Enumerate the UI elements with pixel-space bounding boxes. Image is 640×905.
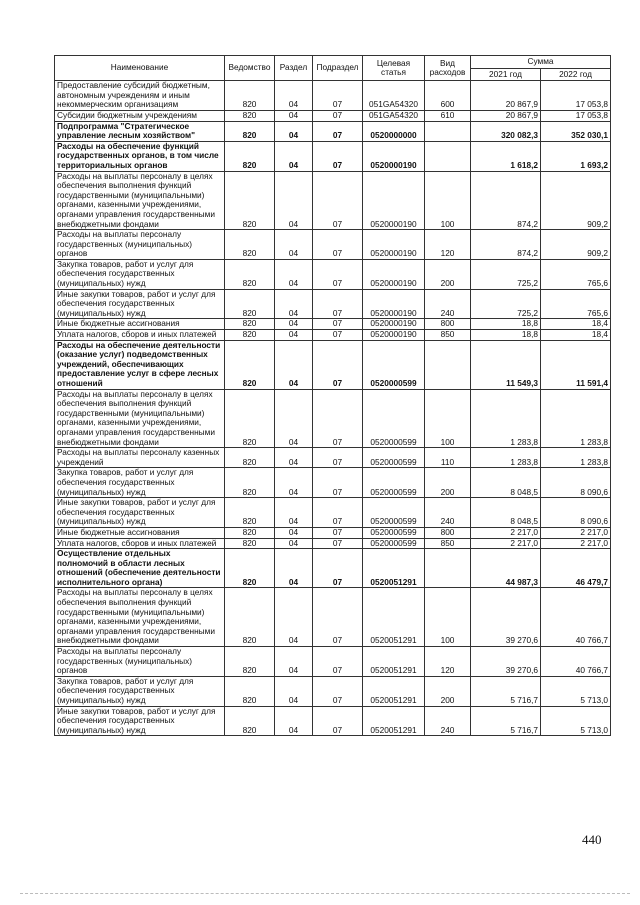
cell-target: 0520000599: [363, 538, 425, 549]
cell-dept: 820: [225, 647, 275, 677]
cell-section: 04: [275, 527, 313, 538]
cell-name: Осуществление отдельных полномочий в области лесных отношений (обеспечение деятельности исполнительного органа): [55, 549, 225, 588]
cell-subsection: 07: [313, 468, 363, 498]
cell-2022: 765,6: [541, 289, 611, 319]
header-row: [55, 56, 611, 69]
cell-2021: 1 618,2: [471, 141, 541, 171]
table-row: [55, 647, 611, 677]
cell-section: 04: [275, 319, 313, 330]
cell-subsection: 07: [313, 171, 363, 230]
cell-target: 0520051291: [363, 549, 425, 588]
cell-name: Расходы на обеспечение деятельности (оказание услуг) подведомственных учреждений, обеспечивающих предоставление услуг в сфере лесных отношений: [55, 340, 225, 389]
cell-name: Закупка товаров, работ и услуг для обеспечения государственных (муниципальных) нужд: [55, 676, 225, 706]
cell-2022: 46 479,7: [541, 549, 611, 588]
cell-target: 0520000190: [363, 259, 425, 289]
table-row: [55, 141, 611, 171]
cell-2022: 1 693,2: [541, 141, 611, 171]
cell-exptype: 100: [425, 588, 471, 647]
cell-subsection: 07: [313, 498, 363, 528]
cell-2022: 8 090,6: [541, 468, 611, 498]
cell-exptype: 800: [425, 319, 471, 330]
cell-dept: 820: [225, 141, 275, 171]
cell-name: Расходы на выплаты персоналу в целях обеспечения выполнения функций государственными (муниципальными) органами, казенными учреждениями, органами управления государственными внебюджетными фондами: [55, 171, 225, 230]
header-sum: Сумма: [471, 56, 611, 69]
cell-section: 04: [275, 121, 313, 141]
page-number: 440: [582, 832, 602, 847]
cell-subsection: 07: [313, 538, 363, 549]
cell-2022: 40 766,7: [541, 647, 611, 677]
cell-name: Иные закупки товаров, работ и услуг для обеспечения государственных (муниципальных) нужд: [55, 498, 225, 528]
cell-exptype: 200: [425, 676, 471, 706]
cell-subsection: 07: [313, 647, 363, 677]
cell-section: 04: [275, 468, 313, 498]
cell-name: Расходы на обеспечение функций государственных органов, в том числе территориальных органов: [55, 141, 225, 171]
cell-dept: 820: [225, 340, 275, 389]
cell-2022: 2 217,0: [541, 538, 611, 549]
cell-2021: 18,8: [471, 319, 541, 330]
cell-dept: 820: [225, 389, 275, 448]
table-row: [55, 171, 611, 230]
table-row: [55, 81, 611, 111]
cell-exptype: 120: [425, 230, 471, 260]
cell-target: 0520051291: [363, 676, 425, 706]
cell-dept: 820: [225, 588, 275, 647]
cell-subsection: 07: [313, 110, 363, 121]
cell-section: 04: [275, 676, 313, 706]
cell-exptype: 610: [425, 110, 471, 121]
cell-name: Уплата налогов, сборов и иных платежей: [55, 330, 225, 341]
cell-target: 0520051291: [363, 588, 425, 647]
cell-dept: 820: [225, 289, 275, 319]
cell-name: Расходы на выплаты персоналу государственных (муниципальных) органов: [55, 647, 225, 677]
cell-section: 04: [275, 448, 313, 468]
cell-exptype: 200: [425, 468, 471, 498]
cell-2022: 2 217,0: [541, 527, 611, 538]
cell-2022: 352 030,1: [541, 121, 611, 141]
cell-exptype: 110: [425, 448, 471, 468]
cell-section: 04: [275, 498, 313, 528]
cell-target: 0520000190: [363, 230, 425, 260]
cell-2022: 5 713,0: [541, 676, 611, 706]
cell-2021: 20 867,9: [471, 110, 541, 121]
cell-dept: 820: [225, 121, 275, 141]
cell-target: 0520000190: [363, 289, 425, 319]
cell-exptype: [425, 121, 471, 141]
header-section: Раздел: [275, 56, 313, 81]
cell-exptype: [425, 141, 471, 171]
cell-name: Закупка товаров, работ и услуг для обеспечения государственных (муниципальных) нужд: [55, 468, 225, 498]
cell-2022: 765,6: [541, 259, 611, 289]
cell-dept: 820: [225, 538, 275, 549]
cell-exptype: [425, 340, 471, 389]
cell-name: Иные закупки товаров, работ и услуг для обеспечения государственных (муниципальных) нужд: [55, 289, 225, 319]
cell-subsection: 07: [313, 259, 363, 289]
cell-subsection: 07: [313, 289, 363, 319]
cell-exptype: 120: [425, 647, 471, 677]
cell-section: 04: [275, 81, 313, 111]
cell-2022: 909,2: [541, 230, 611, 260]
cell-subsection: 07: [313, 230, 363, 260]
cell-name: Расходы на выплаты персоналу казенных учреждений: [55, 448, 225, 468]
table-row: [55, 538, 611, 549]
table-row: [55, 319, 611, 330]
cell-name: Иные бюджетные ассигнования: [55, 527, 225, 538]
cell-2021: 2 217,0: [471, 527, 541, 538]
cell-subsection: 07: [313, 527, 363, 538]
table-row: [55, 468, 611, 498]
cell-subsection: 07: [313, 121, 363, 141]
cell-section: 04: [275, 340, 313, 389]
cell-subsection: 07: [313, 389, 363, 448]
cell-name: Предоставление субсидий бюджетным, автономным учреждениям и иным некоммерческим организациям: [55, 81, 225, 111]
table-row: [55, 121, 611, 141]
cell-2022: 11 591,4: [541, 340, 611, 389]
cell-subsection: 07: [313, 81, 363, 111]
cell-2021: 874,2: [471, 171, 541, 230]
cell-exptype: [425, 549, 471, 588]
cell-target: 0520000599: [363, 498, 425, 528]
cell-section: 04: [275, 141, 313, 171]
cell-section: 04: [275, 330, 313, 341]
cell-exptype: 100: [425, 389, 471, 448]
table-row: [55, 549, 611, 588]
cell-2021: 725,2: [471, 259, 541, 289]
cell-section: 04: [275, 171, 313, 230]
cell-name: Подпрограмма "Стратегическое управление лесным хозяйством": [55, 121, 225, 141]
cell-name: Иные бюджетные ассигнования: [55, 319, 225, 330]
cell-2022: 8 090,6: [541, 498, 611, 528]
cell-dept: 820: [225, 171, 275, 230]
cell-target: 0520000599: [363, 340, 425, 389]
cell-target: 0520000190: [363, 319, 425, 330]
cell-target: 051GA54320: [363, 110, 425, 121]
cell-2021: 1 283,8: [471, 389, 541, 448]
cell-name: Уплата налогов, сборов и иных платежей: [55, 538, 225, 549]
cell-2022: 40 766,7: [541, 588, 611, 647]
header-year-2021: 2021 год: [471, 68, 541, 81]
table-row: [55, 448, 611, 468]
cell-target: 0520051291: [363, 706, 425, 736]
cell-2021: 5 716,7: [471, 676, 541, 706]
table-body: [55, 81, 611, 736]
cell-subsection: 07: [313, 330, 363, 341]
table-row: [55, 259, 611, 289]
table-row: [55, 340, 611, 389]
footer-divider: [20, 893, 630, 894]
cell-section: 04: [275, 706, 313, 736]
cell-dept: 820: [225, 706, 275, 736]
cell-exptype: 800: [425, 527, 471, 538]
cell-2022: 18,4: [541, 319, 611, 330]
table-row: [55, 110, 611, 121]
cell-target: 0520000599: [363, 527, 425, 538]
cell-2021: 725,2: [471, 289, 541, 319]
cell-section: 04: [275, 647, 313, 677]
cell-2021: 11 549,3: [471, 340, 541, 389]
table-row: [55, 389, 611, 448]
table-row: [55, 676, 611, 706]
header-name: Наименование: [55, 56, 225, 81]
cell-dept: 820: [225, 527, 275, 538]
cell-subsection: 07: [313, 706, 363, 736]
cell-exptype: 100: [425, 171, 471, 230]
cell-2022: 1 283,8: [541, 448, 611, 468]
cell-dept: 820: [225, 230, 275, 260]
cell-subsection: 07: [313, 319, 363, 330]
cell-target: 0520000000: [363, 121, 425, 141]
cell-target: 0520051291: [363, 647, 425, 677]
table-row: [55, 498, 611, 528]
table-row: [55, 230, 611, 260]
cell-2022: 909,2: [541, 171, 611, 230]
cell-target: 0520000190: [363, 141, 425, 171]
cell-dept: 820: [225, 319, 275, 330]
header-target: Целевая статья: [363, 56, 425, 81]
cell-dept: 820: [225, 468, 275, 498]
cell-subsection: 07: [313, 676, 363, 706]
table-row: [55, 330, 611, 341]
cell-name: Расходы на выплаты персоналу в целях обеспечения выполнения функций государственными (муниципальными) органами, казенными учреждениями, органами управления государственными внебюджетными фондами: [55, 588, 225, 647]
table-row: [55, 527, 611, 538]
cell-dept: 820: [225, 676, 275, 706]
cell-2021: 20 867,9: [471, 81, 541, 111]
cell-subsection: 07: [313, 340, 363, 389]
cell-exptype: 850: [425, 330, 471, 341]
cell-target: 0520000599: [363, 448, 425, 468]
header-subsection: Подраздел: [313, 56, 363, 81]
cell-target: 051GA54320: [363, 81, 425, 111]
cell-2021: 39 270,6: [471, 647, 541, 677]
cell-exptype: 600: [425, 81, 471, 111]
budget-table: [54, 55, 611, 736]
cell-target: 0520000599: [363, 389, 425, 448]
cell-exptype: 240: [425, 289, 471, 319]
cell-2022: 5 713,0: [541, 706, 611, 736]
cell-section: 04: [275, 588, 313, 647]
cell-2021: 1 283,8: [471, 448, 541, 468]
cell-subsection: 07: [313, 588, 363, 647]
cell-dept: 820: [225, 498, 275, 528]
cell-name: Расходы на выплаты персоналу в целях обеспечения выполнения функций государственными (муниципальными) органами, казенными учреждениями, органами управления государственными внебюджетными фондами: [55, 389, 225, 448]
cell-section: 04: [275, 259, 313, 289]
cell-exptype: 850: [425, 538, 471, 549]
cell-2021: 874,2: [471, 230, 541, 260]
cell-exptype: 200: [425, 259, 471, 289]
cell-name: Закупка товаров, работ и услуг для обеспечения государственных (муниципальных) нужд: [55, 259, 225, 289]
header-year-2022: 2022 год: [541, 68, 611, 81]
cell-section: 04: [275, 549, 313, 588]
cell-section: 04: [275, 538, 313, 549]
cell-section: 04: [275, 289, 313, 319]
cell-2021: 8 048,5: [471, 468, 541, 498]
cell-section: 04: [275, 110, 313, 121]
cell-dept: 820: [225, 259, 275, 289]
cell-2021: 320 082,3: [471, 121, 541, 141]
cell-target: 0520000599: [363, 468, 425, 498]
cell-2022: 17 053,8: [541, 81, 611, 111]
cell-exptype: 240: [425, 498, 471, 528]
table-row: [55, 289, 611, 319]
cell-2021: 8 048,5: [471, 498, 541, 528]
cell-dept: 820: [225, 330, 275, 341]
cell-dept: 820: [225, 81, 275, 111]
cell-subsection: 07: [313, 549, 363, 588]
table-row: [55, 706, 611, 736]
cell-2022: 17 053,8: [541, 110, 611, 121]
cell-section: 04: [275, 389, 313, 448]
cell-dept: 820: [225, 549, 275, 588]
cell-subsection: 07: [313, 141, 363, 171]
cell-name: Иные закупки товаров, работ и услуг для обеспечения государственных (муниципальных) нужд: [55, 706, 225, 736]
cell-2022: 1 283,8: [541, 389, 611, 448]
cell-target: 0520000190: [363, 330, 425, 341]
cell-2021: 39 270,6: [471, 588, 541, 647]
cell-dept: 820: [225, 110, 275, 121]
cell-2022: 18,4: [541, 330, 611, 341]
cell-dept: 820: [225, 448, 275, 468]
cell-section: 04: [275, 230, 313, 260]
table-row: [55, 588, 611, 647]
cell-2021: 2 217,0: [471, 538, 541, 549]
cell-2021: 5 716,7: [471, 706, 541, 736]
header-dept: Ведомство: [225, 56, 275, 81]
cell-target: 0520000190: [363, 171, 425, 230]
cell-name: Субсидии бюджетным учреждениям: [55, 110, 225, 121]
cell-2021: 44 987,3: [471, 549, 541, 588]
cell-exptype: 240: [425, 706, 471, 736]
header-exptype: Вид расходов: [425, 56, 471, 81]
cell-2021: 18,8: [471, 330, 541, 341]
cell-subsection: 07: [313, 448, 363, 468]
cell-name: Расходы на выплаты персоналу государственных (муниципальных) органов: [55, 230, 225, 260]
